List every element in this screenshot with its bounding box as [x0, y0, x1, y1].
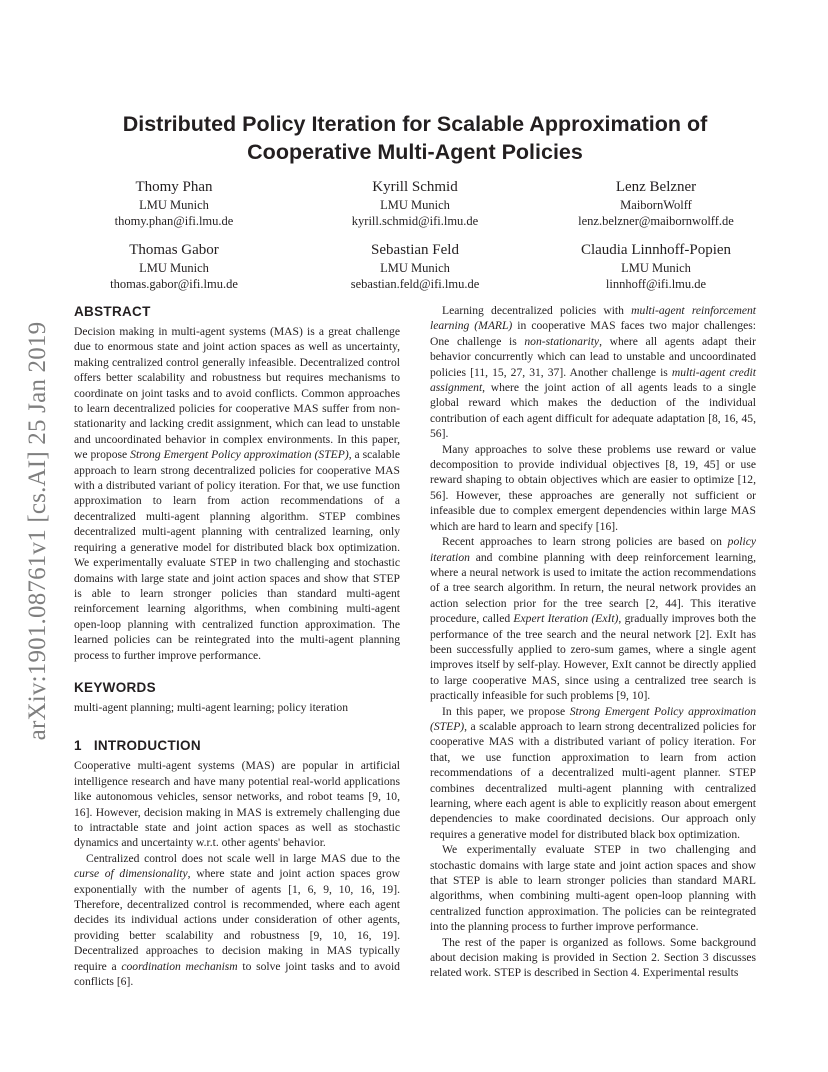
author-name: Sebastian Feld [371, 242, 459, 258]
author-email: lenz.belzner@maibornwolff.de [578, 214, 734, 228]
author-1 [74, 178, 274, 241]
text-part: in cooperative MAS faces two major challenges: One challenge is [430, 319, 756, 348]
title-line-1: Distributed Policy Iteration for Scalable Approximation of [122, 112, 708, 136]
author-affiliation: LMU Munich [139, 198, 209, 212]
right-paragraph-2: Many approaches to solve these problems use reward or value decomposition to provide individual objectives [8, 19, 45] or use reward shaping to obtain objectives which are easier to optimize [12, 56]. However, these approaches are generally not sufficient or infeasible due to complex emergent dependencies within large MAS which are hard to learn and specify [16]. [430, 442, 756, 533]
text-part: to solve joint tasks and to avoid conflicts [6]. [74, 959, 400, 989]
title-line-2: Cooperative Multi-Agent Policies [247, 140, 583, 164]
author-name: Claudia Linnhoff-Popien [580, 242, 732, 258]
author-3 [556, 178, 756, 241]
right-paragraph-6: The rest of the paper is organized as follows. Some background about decision making is provided in Section 2. Section 3 discusses related work. STEP is described in Section 4. Experimental results [430, 935, 756, 980]
abstract-heading: ABSTRACT [74, 304, 151, 319]
text-part: , where the joint action of all agents leads to a single global reward which makes the deduction of the individual contribution of each agent difficult for adequate adaptation [8, 16, 45, 56]. [430, 381, 756, 441]
arxiv-id: arXiv:1901.08761v1 [cs.AI] 25 Jan 2019 [24, 321, 51, 741]
text-emphasis: multi-agent reinforcement learning (MARL) [430, 304, 756, 333]
author-name: Kyrill Schmid [372, 179, 458, 195]
author-row-2 [74, 241, 756, 304]
abstract-text-emphasis: Strong Emergent Policy approximation (STEP) [130, 448, 349, 462]
author-name: Thomas Gabor [129, 242, 219, 258]
text-emphasis: non-stationarity [524, 334, 600, 348]
text-emphasis: multi-agent credit assignment [430, 365, 756, 395]
author-email: thomy.phan@ifi.lmu.de [114, 214, 234, 228]
author-name: Thomy Phan [135, 179, 213, 195]
text-emphasis: curse of dimensionality [74, 867, 188, 881]
right-column [430, 303, 756, 981]
text-part: Learning decentralized policies with [442, 304, 632, 317]
author-affiliation: LMU Munich [621, 261, 691, 275]
abstract-text [74, 324, 400, 663]
text-emphasis: Expert Iteration (ExIt) [513, 612, 619, 626]
right-paragraph-3 [430, 534, 756, 703]
author-email: thomas.gabor@ifi.lmu.de [110, 277, 238, 291]
intro-paragraph-2 [74, 851, 400, 990]
text-emphasis: Strong Emergent Policy approximation (STEP) [430, 704, 756, 733]
author-4 [74, 241, 274, 304]
left-column [74, 303, 400, 989]
text-part: and combine planning with deep reinforcement learning, where a neural network is used to imitate the action recommendations of a tree search algorithm. In return, the neural network provides an action selection prior for the tree search [2, 44]. This iterative procedure, called [430, 550, 756, 626]
text-part: Recent approaches to learn strong policies are based on [442, 535, 728, 549]
paper-title [74, 110, 756, 166]
author-6 [556, 241, 756, 304]
author-email: linnhoff@ifi.lmu.de [605, 277, 707, 291]
right-paragraph-4 [430, 704, 756, 843]
text-part: In this paper, we propose [442, 704, 570, 718]
author-row-1 [74, 178, 756, 241]
right-paragraph-5: We experimentally evaluate STEP in two challenging and stochastic domains with large state and joint action spaces and show that STEP is able to learn stronger policies than standard MARL algorithms, when combining multi-agent open-loop planning with centralized function approximation. The policies can be reintegrated into the planning process to further improve performance. [430, 843, 756, 934]
author-5 [315, 241, 515, 304]
abstract-text-part: , a scalable approach to learn strong decentralized policies for cooperative MAS with a distributed variant of policy iteration. For that, we use function approximation to learn from action recommendations of a decentralized multi-agent planning algorithm. STEP combines decentralized multi-agent planning with centralized learning, only requiring a generative model for distributed black box optimization. We experimentally evaluate STEP in two challenging and stochastic domains with large state and joint action spaces and show that STEP is able to learn stronger policies than standard multi-agent reinforcement learning algorithms, when combining multi-agent open-loop planning with centralized function approximation. The learned policies can be reintegrated into the multi-agent planning process to further improve performance. [74, 448, 400, 662]
introduction-heading [74, 737, 400, 754]
author-affiliation: MaibornWolff [620, 198, 692, 212]
text-part: , where state and joint action spaces grow exponentially with the number of agents [1, 6, 9, 10, 16, 19]. Therefore, decentralized control is recommended, where each agent decides its individual actions under consideration of other agents, providing better scalability and robustness [9, 10, 16, 19]. Decentralized approaches to decision making in MAS typically require a [74, 867, 400, 973]
text-part: , a scalable approach to learn strong decentralized policies for cooperative MAS with a distributed variant of policy iteration. For that, we use function approximation to learn from action recommendations of a decentralized multi-agent planner. STEP combines decentralized multi-agent planning with centralized learning, where each agent is able to explicitly reason about emergent dependencies to make coordinated decisions. Our approach only requires a generative model for distributed black box optimization. [430, 719, 756, 841]
author-2 [315, 178, 515, 241]
arxiv-identifier-stamp [18, 298, 58, 764]
keywords-heading: KEYWORDS [74, 679, 156, 695]
abstract-text-part: Decision making in multi-agent systems (MAS) is a great challenge due to enormous state and joint action spaces as well as uncertainty, making centralized control generally infeasible. Decentralized control offers better scalability and robustness but requires mechanisms to coordinate on joint tasks and to avoid conflicts. Common approaches to learn decentralized policies for cooperative MAS suffer from non-stationarity and lacking credit assignment, which can lead to unstable and uncoordinated behavior in complex environments. In this paper, we propose [74, 325, 400, 462]
author-email: sebastian.feld@ifi.lmu.de [350, 277, 480, 291]
author-name: Lenz Belzner [615, 179, 697, 195]
right-paragraph-1 [430, 303, 756, 442]
text-emphasis: coordination mechanism [121, 959, 238, 973]
text-part: Centralized control does not scale well in large MAS due to the [86, 851, 400, 865]
section-title: INTRODUCTION [93, 738, 201, 754]
author-affiliation: LMU Munich [380, 198, 450, 212]
keywords-text: multi-agent planning; multi-agent learning; policy iteration [74, 700, 348, 714]
author-affiliation: LMU Munich [380, 261, 450, 275]
author-email: kyrill.schmid@ifi.lmu.de [351, 214, 479, 228]
text-part: , gradually improves both the performance of the tree search and the neural network [2]. ExIt has been successfully applied to zero-sum games, where a single agent improves itself by self-play. However, ExIt cannot be directly applied to large cooperative MAS, since using a centralized tree search is practically infeasible for such problems [9, 10]. [430, 612, 757, 703]
author-block [74, 178, 756, 304]
intro-paragraph-1: Cooperative multi-agent systems (MAS) are popular in artificial intelligence research and have many potential real-world applications like autonomous vehicles, sensor networks, and robot teams [9, 10, 16]. However, decision making in MAS is extremely challenging due to intractable state and joint action spaces as well as stochastic dynamics and uncertainty w.r.t. other agents' behavior. [74, 759, 400, 850]
section-number: 1 [74, 738, 82, 754]
text-emphasis: policy iteration [430, 535, 756, 564]
author-affiliation: LMU Munich [139, 261, 209, 275]
text-part: , where all agents adapt their behavior concurrently which can lead to unstable and uncoordinated policies [11, 15, 27, 31, 37]. Another challenge is [430, 334, 756, 379]
